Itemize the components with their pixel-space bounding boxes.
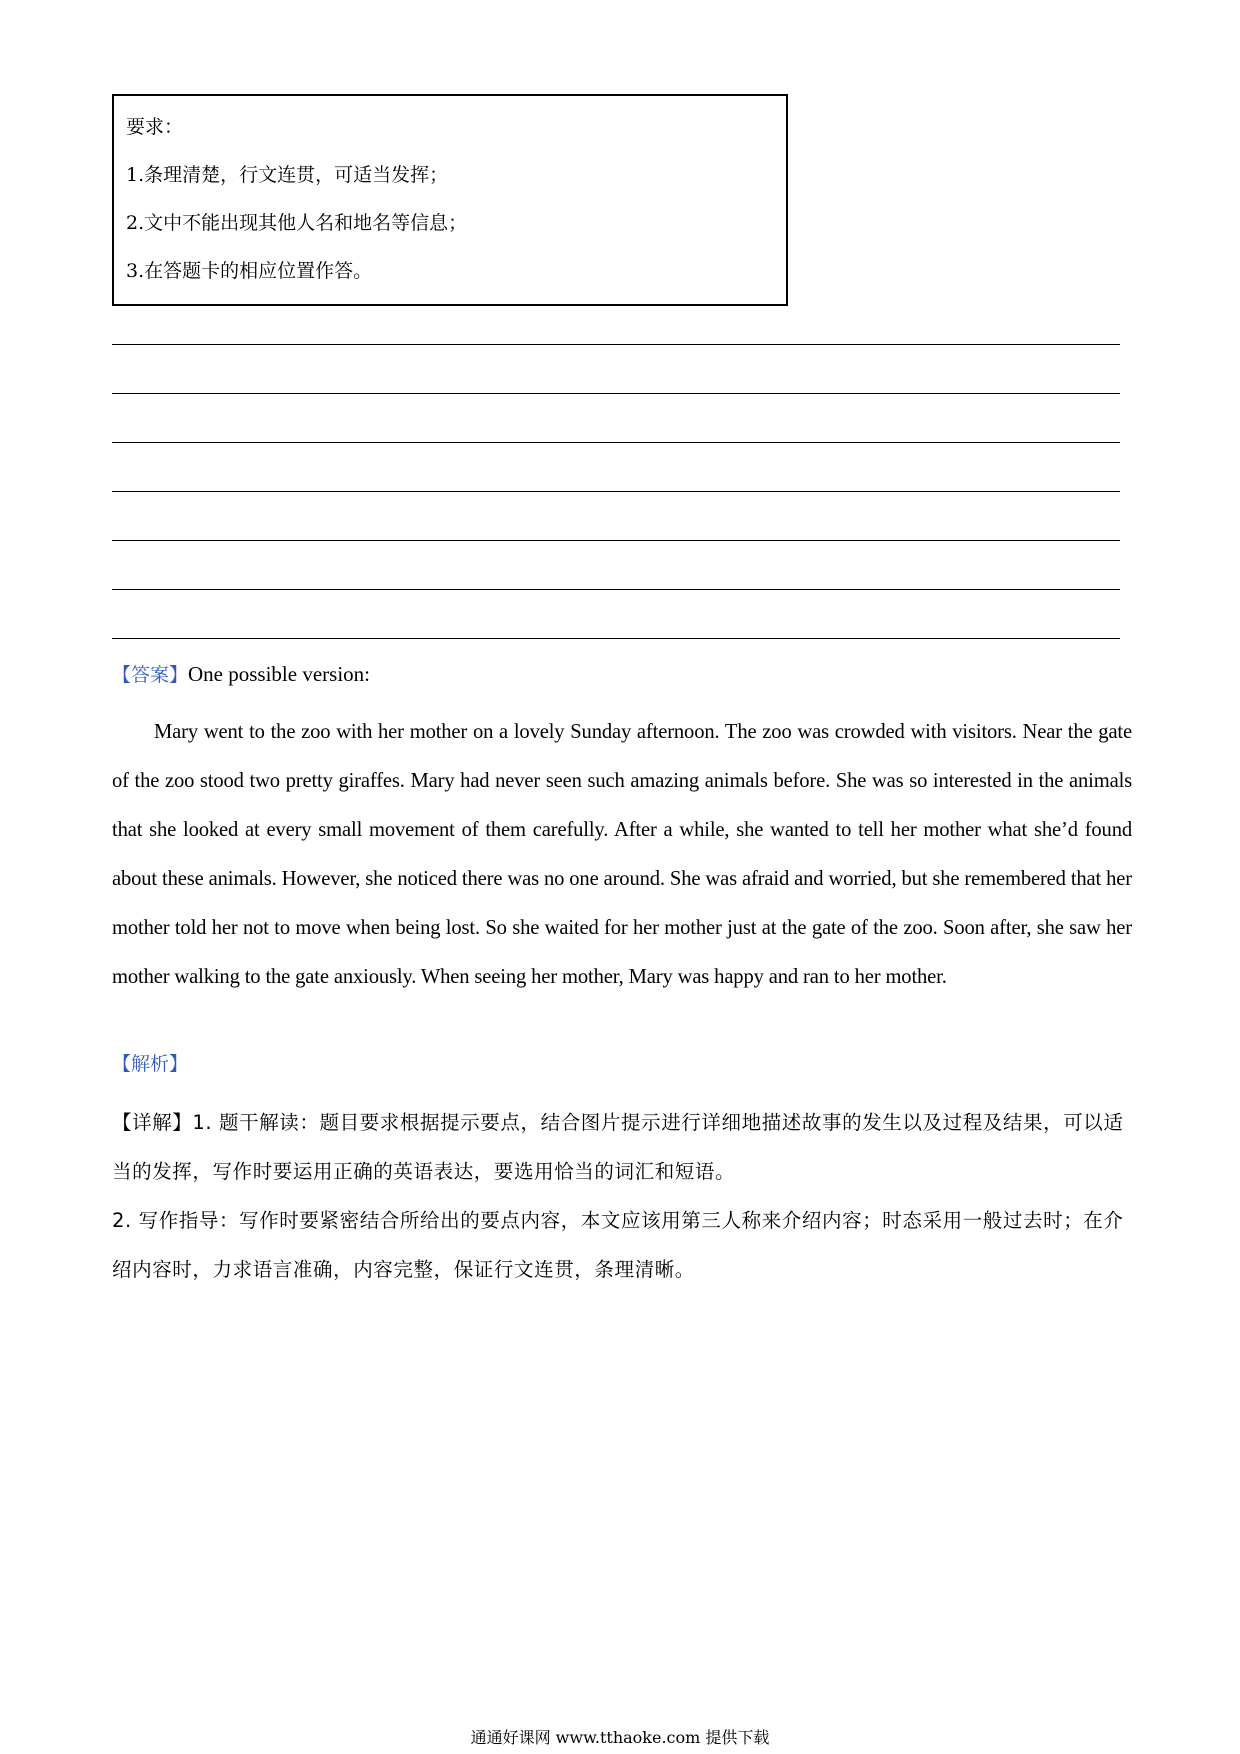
answer-line-5	[112, 540, 1120, 541]
answer-heading	[112, 658, 370, 691]
detail-point-2: 2. 写作指导：写作时要紧密结合所给出的要点内容，本文应该用第三人称来介绍内容；时态采用一般过去时；在介绍内容时，力求语言准确，内容完整，保证行文连贯，条理清晰。	[112, 1209, 1124, 1281]
answer-line-3	[112, 442, 1120, 443]
requirement-item-2: 2.文中不能出现其他人名和地名等信息；	[126, 212, 468, 234]
answer-line-2	[112, 393, 1120, 394]
detail-point-1-text: 1. 题干解读：题目要求根据提示要点，结合图片提示进行详细地描述故事的发生以及过程及结果，可以适当的发挥，写作时要运用正确的英语表达，要选用恰当的词汇和短语。	[112, 1111, 1124, 1183]
requirement-item-3: 3.在答题卡的相应位置作答。	[126, 260, 373, 282]
answer-heading-text: One possible version:	[188, 662, 370, 686]
answer-line-7	[112, 638, 1120, 639]
model-essay: Mary went to the zoo with her mother on a lovely Sunday afternoon. The zoo was crowded with visitors. Near the gate of the zoo stood two pretty giraffes. Mary had never seen such amazing animals before. She was so interested in the animals that she looked at every small movement of them carefully. After a while, she wanted to tell her mother what she’d found about these animals. However, she noticed there was no one around. She was afraid and worried, but she remembered that her mother told her not to move when being lost. So she waited for her mother just at the gate of the zoo. Soon after, she saw her mother walking to the gate anxiously. When seeing her mother, Mary was happy and ran to her mother.	[112, 721, 1132, 988]
requirements-title: 要求：	[126, 116, 184, 138]
answer-label: 【答案】	[112, 664, 189, 686]
requirements-box	[112, 94, 788, 306]
detail-label: 【详解】	[112, 1111, 193, 1134]
answer-line-4	[112, 491, 1120, 492]
footer-source: 通通好课网 www.tthaoke.com 提供下载	[470, 1728, 770, 1747]
answer-line-6	[112, 589, 1120, 590]
answer-line-1	[112, 344, 1120, 345]
requirement-item-1: 1.条理清楚，行文连贯，可适当发挥；	[126, 164, 449, 186]
detail-point-1	[112, 1098, 1128, 1196]
analysis-label: 【解析】	[112, 1053, 189, 1075]
